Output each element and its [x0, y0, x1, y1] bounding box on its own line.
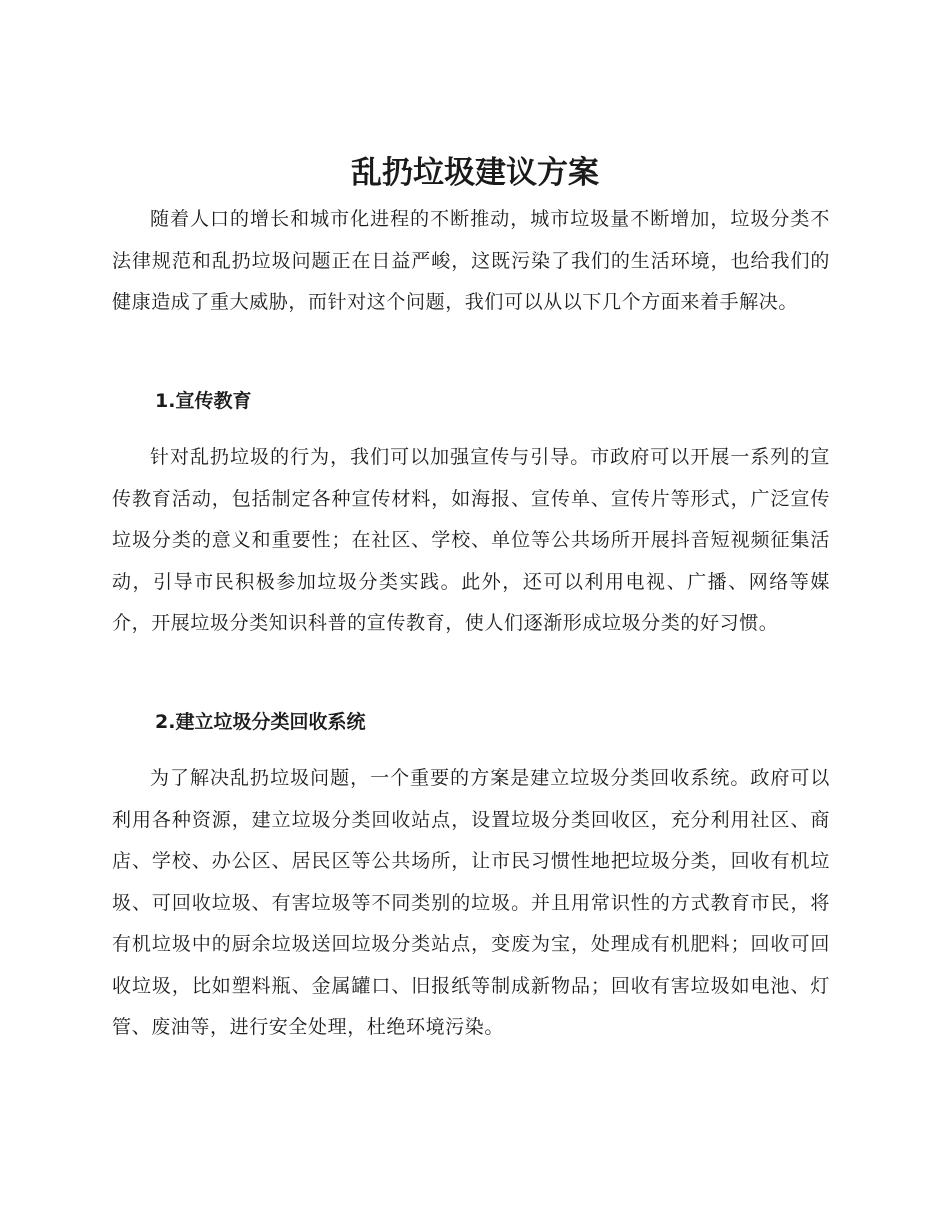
section-body-publicity-education: 针对乱扔垃圾的行为，我们可以加强宣传与引导。市政府可以开展一系列的宣传教育活动，包括制定各种宣传材料，如海报、宣传单、宣传片等形式，广泛宣传垃圾分类的意义和重要性；在社区、学校、单位等公共场所开展抖音短视频征集活动，引导市民积极参加垃圾分类实践。此外，还可以利用电视、广播、网络等媒介，开展垃圾分类知识科普的宣传教育，使人们逐渐形成垃圾分类的好习惯。 [112, 446, 830, 634]
section-heading-publicity-education: 1.宣传教育 [155, 390, 252, 412]
section-body-recycling-system: 为了解决乱扔垃圾问题，一个重要的方案是建立垃圾分类回收系统。政府可以利用各种资源，建立垃圾分类回收站点，设置垃圾分类回收区，充分利用社区、商店、学校、办公区、居民区等公共场所，让市民习惯性地把垃圾分类，回收有机垃圾、可回收垃圾、有害垃圾等不同类别的垃圾。并且用常识性的方式教育市民，将有机垃圾中的厨余垃圾送回垃圾分类站点，变废为宝，处理成有机肥料；回收可回收垃圾，比如塑料瓶、金属罐口、旧报纸等制成新物品；回收有害垃圾如电池、灯管、废油等，进行安全处理，杜绝环境污染。 [112, 767, 830, 1038]
document-title: 乱扔垃圾建议方案 [351, 155, 599, 191]
intro-paragraph: 随着人口的增长和城市化进程的不断推动，城市垃圾量不断增加，垃圾分类不法律规范和乱扔垃圾问题正在日益严峻，这既污染了我们的生活环境，也给我们的健康造成了重大威胁，而针对这个问题，我们可以从以下几个方面来着手解决。 [112, 208, 830, 313]
section-heading-recycling-system: 2.建立垃圾分类回收系统 [155, 711, 366, 733]
